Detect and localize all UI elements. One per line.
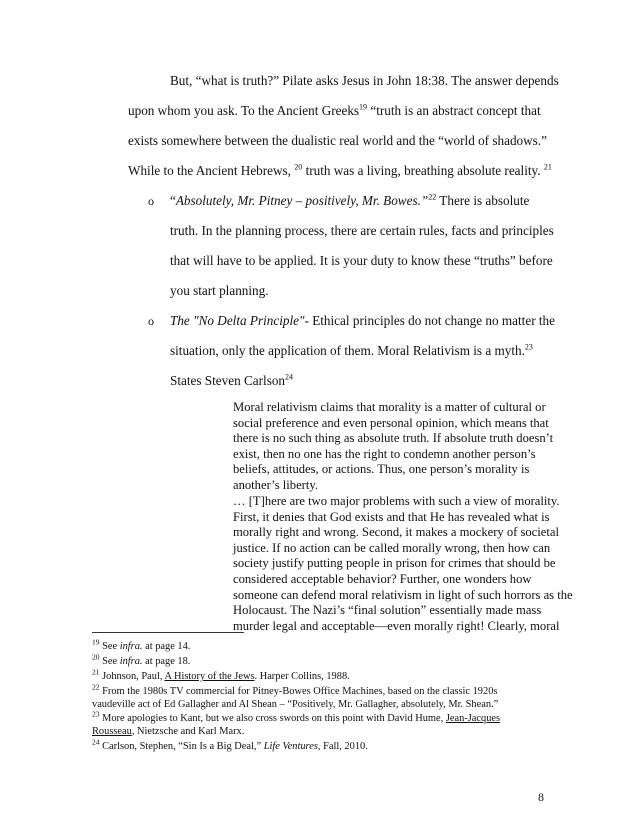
footnote-ref-21[interactable]: 21 [543,162,552,172]
footnote-ref-20[interactable]: 20 [294,162,303,172]
bullet-1-line-4: you start planning. [170,283,269,298]
quote-2-line: murder legal and acceptable—even morally right! Clearly, moral [233,618,560,633]
quote-1-line: social preference and even personal opinion, which means that [233,415,549,430]
quote-2-line: someone can defend moral relativism in light of such horrors as the [233,587,573,602]
quote-2-line: justice. If no action can be called morally wrong, then how can [233,540,551,555]
quote-2-line: Holocaust. The Nazi’s “final solution” essentially made mass [233,603,542,618]
footnote-23-cont: Rousseau, Nietzsche and Karl Marx. [92,726,245,737]
bullet-1-line-3: that will have to be applied. It is your duty to know these “truths” before [170,253,553,268]
footnote-ref-19[interactable]: 19 [359,102,368,112]
rousseau-link-cont[interactable]: Rousseau [92,726,132,737]
footnote-ref-24[interactable]: 24 [285,372,294,382]
quote-1-line: another’s liberty. [233,478,318,492]
bullet-1-line-1: “Absolutely, Mr. Pitney – positively, Mr. Bowes.”$^{22}$ There is absolute [170,192,530,208]
quote-1-line: Moral relativism claims that morality is a matter of cultural or [233,400,546,414]
page-number: 8 [538,790,544,804]
bullet-1-line-2: truth. In the planning process, there are certain rules, facts and principles [170,223,554,238]
body-line-4: While to the Ancient Hebrews, $^{20}$ truth was a living, breathing absolute reality. $^{21}$ [128,162,552,178]
bullet-marker-2: o [148,314,154,328]
footnote-22: $^{22}$ From the 1980s TV commercial for Pitney-Bowes Office Machines, based on the classic 1920s [92,682,498,697]
quote-1-line: exist, then no one has the right to condemn another person’s [233,446,536,461]
quote-2-line: morally right and wrong. Second, it makes a mockery of societal [233,525,559,540]
quote-1-line: beliefs, attitudes, or actions. Thus, one person’s morality is [233,462,530,477]
quote-2-line: First, it denies that God exists and that He has revealed what is [233,509,550,524]
footnote-ref-23[interactable]: 23 [524,342,533,352]
footnote-separator [92,632,244,633]
bullet-2-line-1: The "No Delta Principle"- Ethical principles do not change no matter the [170,313,555,328]
body-line-3: exists somewhere between the dualistic real world and the “world of shadows.” [128,133,547,148]
body-line-1: But, “what is truth?” Pilate asks Jesus in John 18:38. The answer depends [170,73,559,88]
footnote-20: $^{20}$ See infra. at page 18. [92,652,191,667]
bullet-2-line-3: States Steven Carlson$^{24}$ [170,372,294,388]
rousseau-link[interactable]: Jean-Jacques [445,713,501,724]
bullet-2-line-2: situation, only the application of them. Moral Relativism is a myth.$^{23}$ [170,342,533,358]
footnote-24: $^{24}$ Carlson, Stephen, “Sin Is a Big Deal,” Life Ventures, Fall, 2010. [92,737,368,752]
quote-2-line: society justify putting people in prison for crimes that should be [233,556,556,571]
quote-2-line: … [T]here are two major problems with such a view of morality. [233,494,560,508]
bullet-marker-1: o [148,194,154,208]
quote-1-line: there is no such thing as absolute truth. If absolute truth doesn’t [233,431,554,446]
footnote-23: $^{23}$ More apologies to Kant, but we also cross swords on this point with David Hume, Jean-Jacques [92,709,501,724]
footnote-22-cont: vaudeville act of Ed Gallagher and Al Shean – “Positively, Mr. Gallagher, absolutely, Mr. Shean.” [92,699,499,710]
body-line-2: upon whom you ask. To the Ancient Greeks$^{19}$ “truth is an abstract concept that [128,102,541,118]
book-title-link[interactable]: A History of the Jews [164,671,255,682]
quote-2-line: considered acceptable behavior? Further, one wonders how [233,572,532,586]
footnote-21: $^{21}$ Johnson, Paul, A History of the Jews. Harper Collins, 1988. [92,667,350,682]
footnote-19: $^{19}$ See infra. at page 14. [92,637,191,652]
footnote-ref-22[interactable]: 22 [428,192,437,202]
